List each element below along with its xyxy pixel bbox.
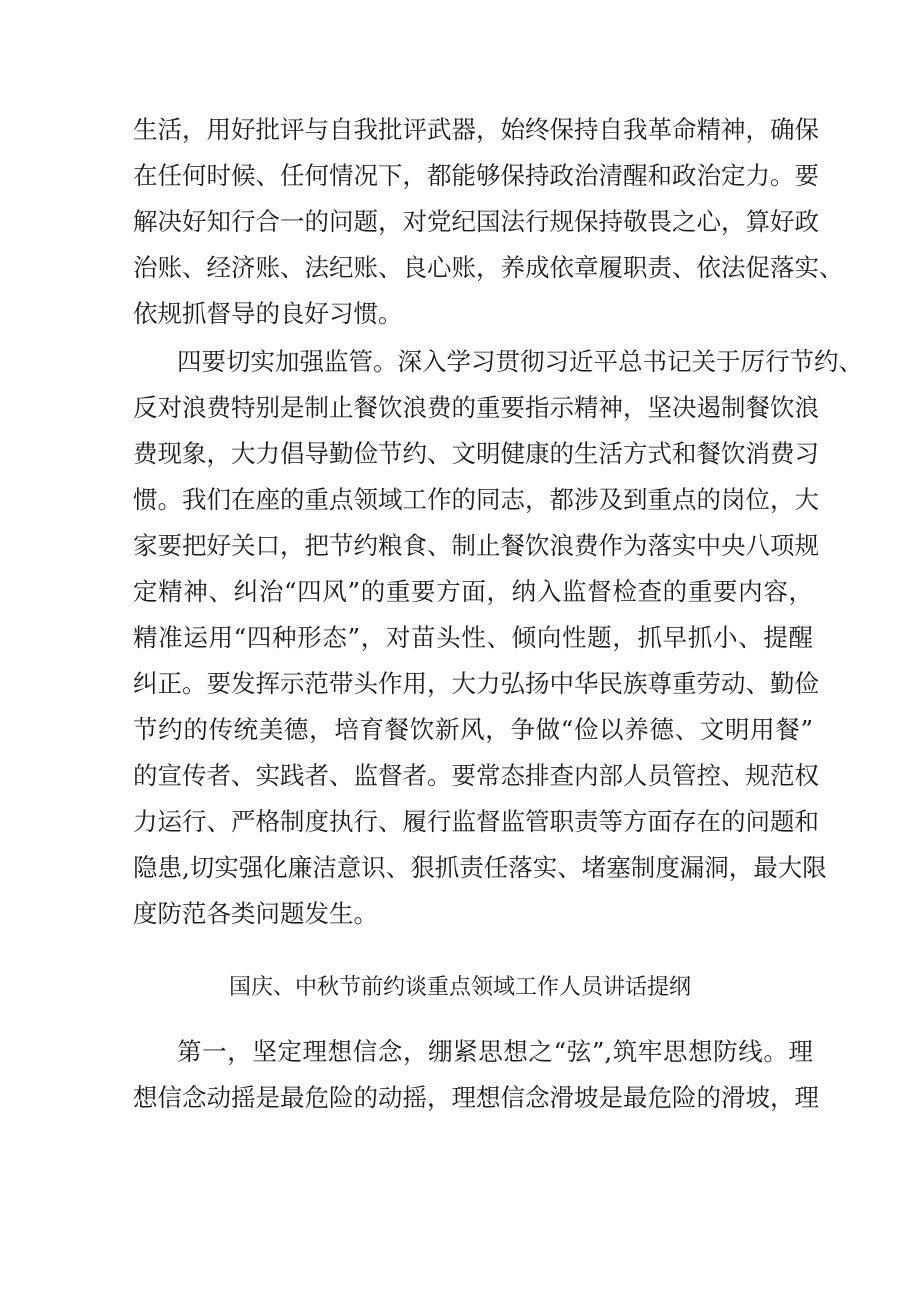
- text-line: 隐患,切实强化廉洁意识、狠抓责任落实、堵塞制度漏洞，最大限: [133, 853, 827, 882]
- text-line: 在任何时候、任何情况下，都能够保持政治清醒和政治定力。要: [133, 161, 819, 190]
- text-line: 力运行、严格制度执行、履行监督监管职责等方面存在的问题和: [133, 807, 819, 836]
- text-line: 节约的传统美德，培育餐饮新风，争做“俭以养德、文明用餐”: [133, 715, 813, 744]
- text-line: 想信念动摇是最危险的动摇，理想信念滑坡是最危险的滑坡，理: [133, 1083, 819, 1112]
- text-line: 依规抓督导的良好习惯。: [133, 299, 403, 328]
- text-line: 纠正。要发挥示范带头作用，大力弘扬中华民族尊重劳动、勤俭: [133, 669, 819, 698]
- text-line: 治账、经济账、法纪账、良心账，养成依章履职责、依法促落实、: [133, 253, 844, 282]
- text-line: 家要把好关口，把节约粮食、制止餐饮浪费作为落实中央八项规: [133, 531, 819, 560]
- text-line: 四要切实加强监管。深入学习贯彻习近平总书记关于厉行节约、: [177, 347, 863, 376]
- text-line: 第一，坚定理想信念，绷紧思想之“弦”,筑牢思想防线。理: [177, 1037, 813, 1066]
- text-line: 解决好知行合一的问题，对党纪国法行规保持敬畏之心，算好政: [133, 207, 819, 236]
- text-line: 费现象，大力倡导勤俭节约、文明健康的生活方式和餐饮消费习: [133, 439, 819, 468]
- text-line: 精准运用“四种形态”，对苗头性、倾向性题，抓早抓小、提醒: [133, 623, 813, 652]
- text-line: 度防范各类问题发生。: [133, 899, 378, 928]
- text-line: 的宣传者、实践者、监督者。要常态排查内部人员管控、规范权: [133, 761, 819, 790]
- text-line: 定精神、纠治“四风”的重要方面，纳入监督检查的重要内容，: [133, 577, 813, 606]
- text-line: 惯。我们在座的重点领域工作的同志，都涉及到重点的岗位，大: [133, 485, 819, 514]
- section-title: 国庆、中秋节前约谈重点领域工作人员讲话提纲: [228, 975, 691, 1000]
- text-line: 反对浪费特别是制止餐饮浪费的重要指示精神，坚决遏制餐饮浪: [133, 393, 819, 422]
- text-line: 生活，用好批评与自我批评武器，始终保持自我革命精神，确保: [133, 115, 819, 144]
